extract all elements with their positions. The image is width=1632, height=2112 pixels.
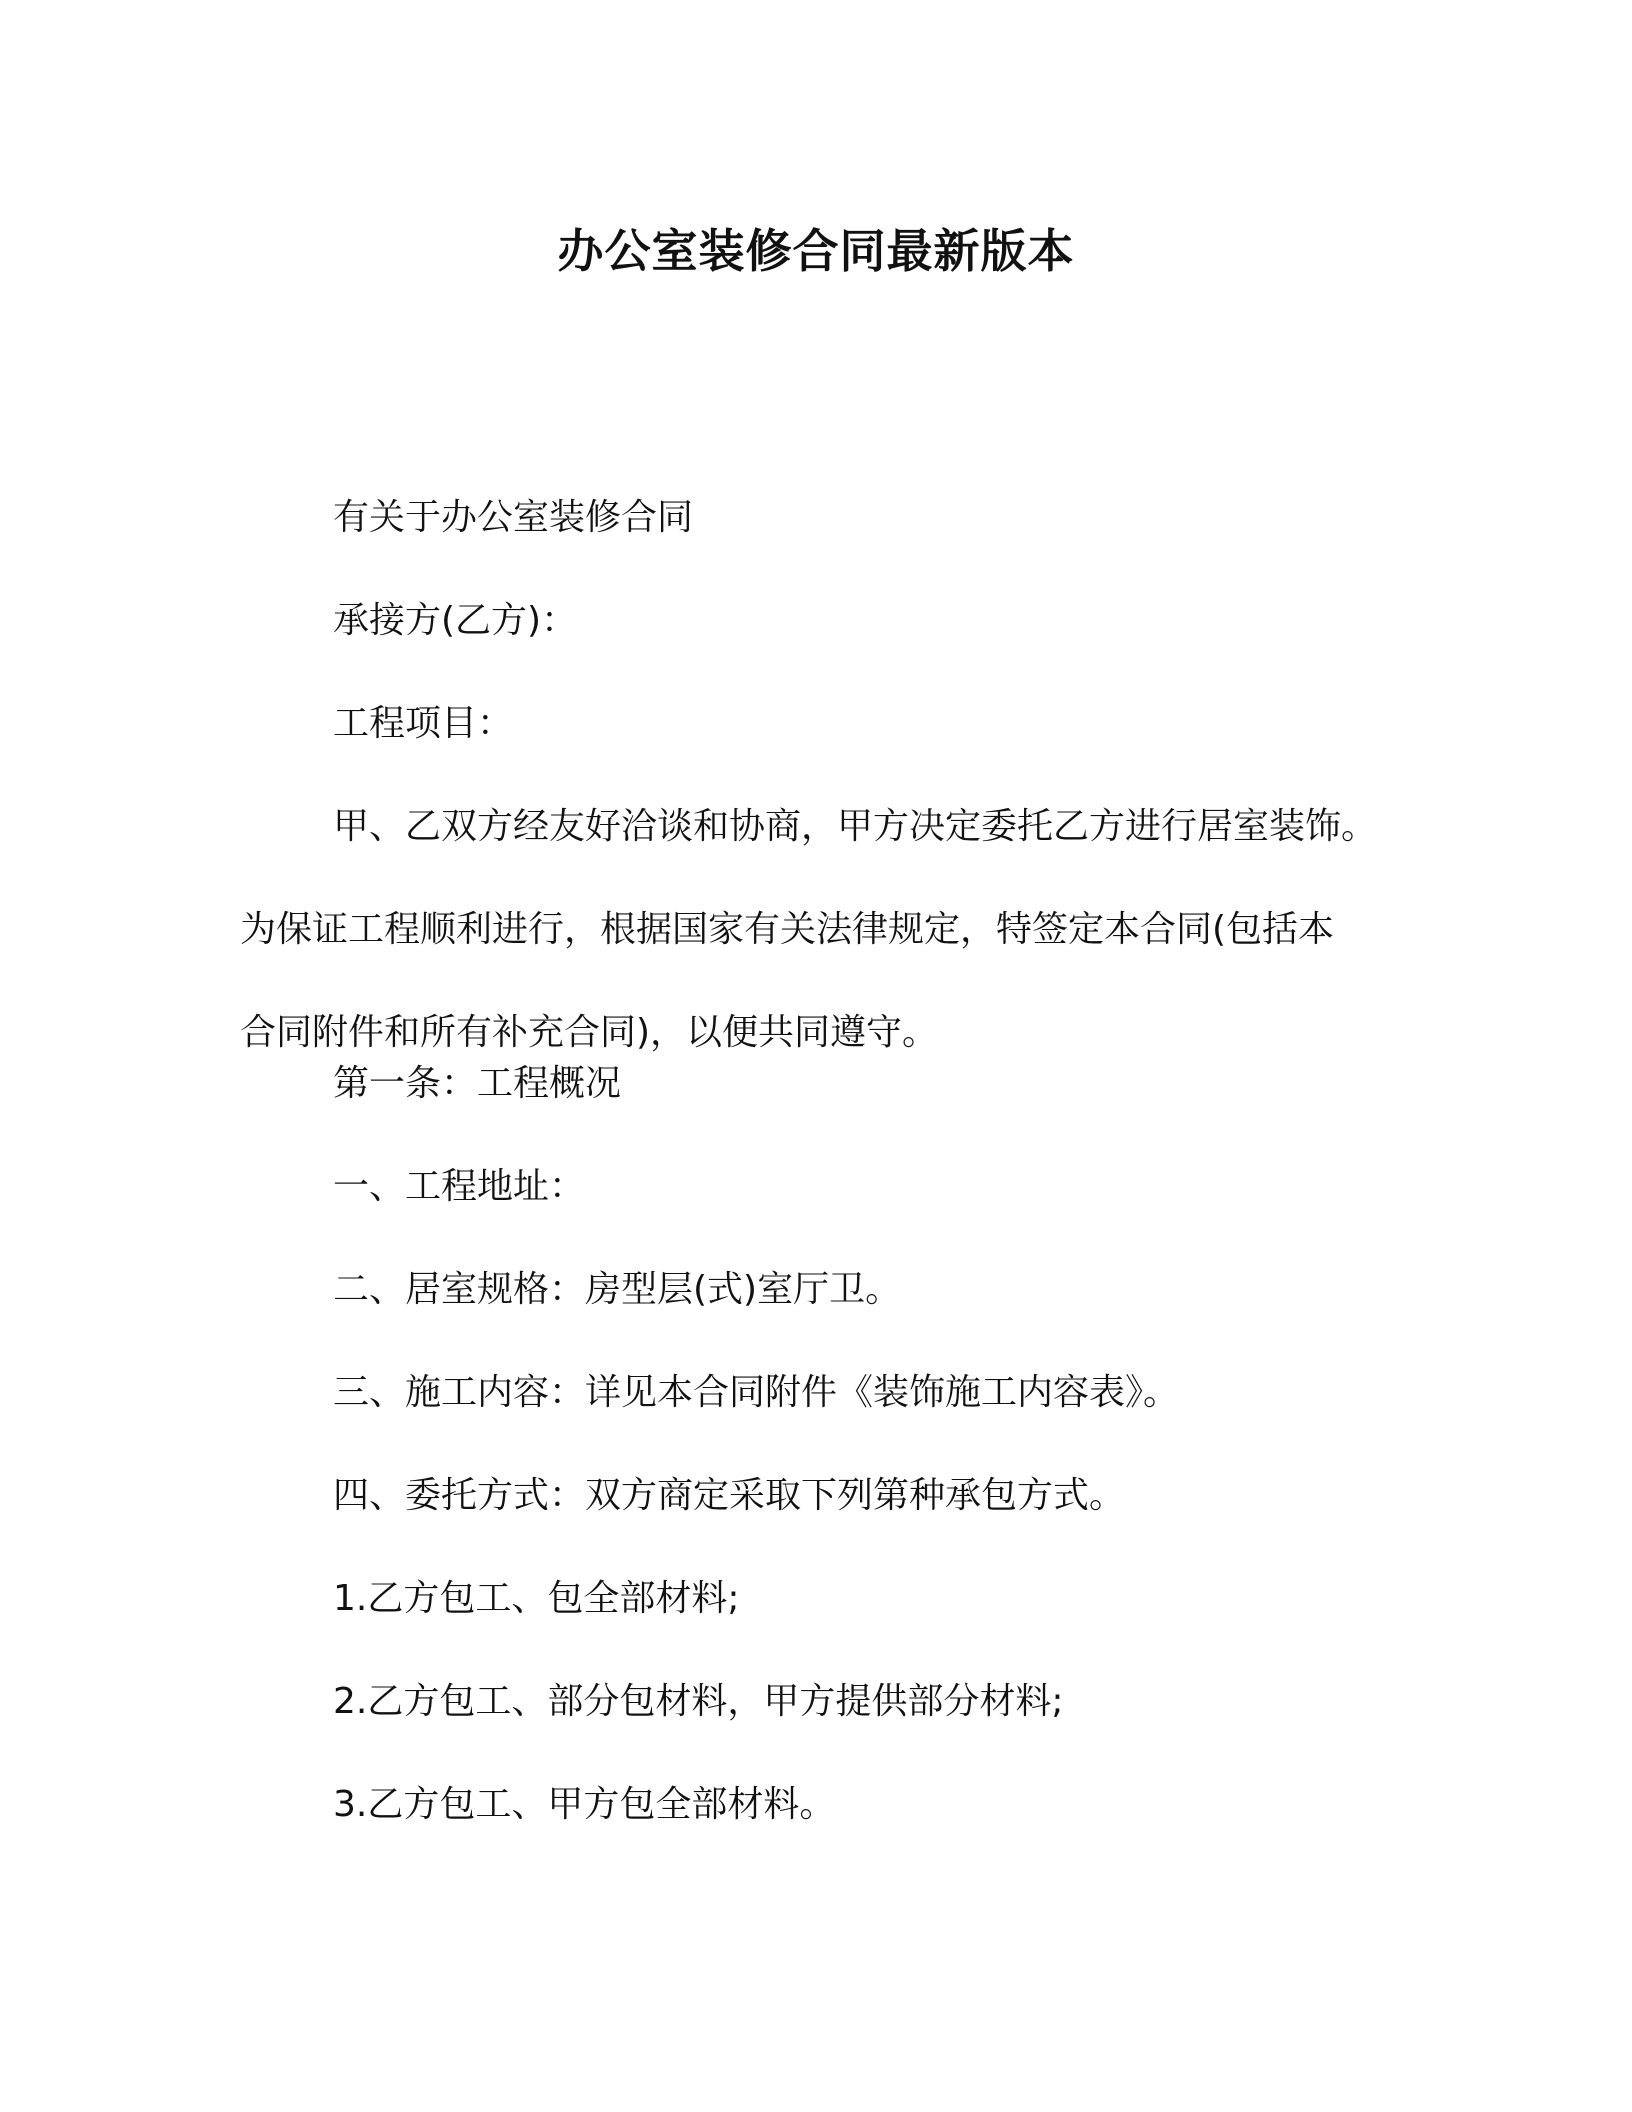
project-line: 工程项目： [333,703,514,744]
contractor-line: 承接方(乙方)： [333,600,578,641]
option-3-line: 3.乙方包工、甲方包全部材料。 [333,1784,836,1825]
document-title: 办公室装修合同最新版本 [557,224,1075,278]
preamble-paragraph [240,775,1400,1084]
preamble-line-2: 为保证工程顺利进行，根据国家有关法律规定，特签定本合同(包括本 [240,909,1335,950]
commission-method-line: 四、委托方式：双方商定采取下列第种承包方式。 [333,1475,1126,1516]
option-1-line: 1.乙方包工、包全部材料; [333,1578,740,1619]
option-2-line: 2.乙方包工、部分包材料，甲方提供部分材料; [333,1681,1064,1722]
construction-content-line: 三、施工内容：详见本合同附件《装饰施工内容表》。 [333,1372,1180,1413]
room-spec-line: 二、居室规格：房型层(式)室厅卫。 [333,1269,902,1310]
contract-subject-line: 有关于办公室装修合同 [333,497,694,538]
preamble-line-3: 合同附件和所有补充合同)，以便共同遵守。 [240,1012,939,1053]
project-address-line: 一、工程地址： [333,1166,586,1207]
preamble-line-1: 甲、乙双方经友好洽谈和协商，甲方决定委托乙方进行居室装饰。 [333,806,1378,847]
article-1-heading: 第一条：工程概况 [333,1063,622,1104]
